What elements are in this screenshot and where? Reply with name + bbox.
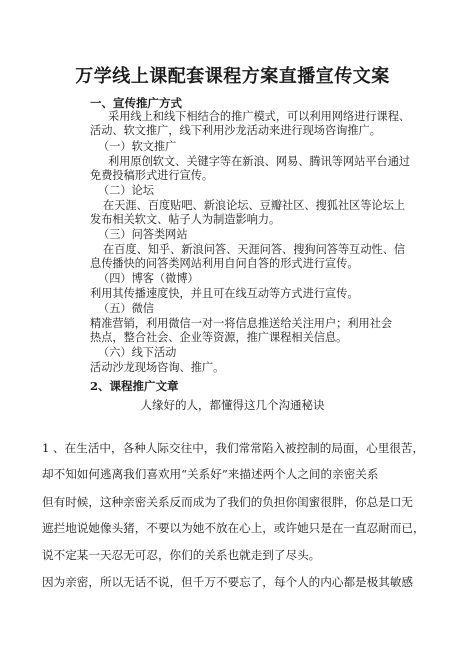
item-text-line: 在百度、知乎、新浪问答、天涯问答、搜狗问答等互动性、信 [103, 243, 406, 256]
article-line: 却不知如何逃离我们喜欢用“关系好”来描述两个人之间的亲密关系 [42, 467, 379, 481]
item-label-blog: （四）博客（微博） [98, 272, 199, 285]
item-text-line: 在天涯、百度贴吧、新浪论坛、豆瓣社区、搜狐社区等论坛上 [103, 199, 406, 212]
item-label-forum: （二）论坛 [98, 184, 154, 197]
section-2-heading: 2、课程推广文章 [90, 379, 179, 393]
article-line: 说不定某一天忍无可忍，你们的关系也就走到了尽头。 [42, 548, 321, 562]
item-text-line: 发布相关软文、帖子人为制造影响力。 [90, 213, 281, 226]
item-text-line: 利用原创软文、关键字等在新浪、网易、腾讯等网站平台通过 [108, 155, 411, 168]
item-text-line: 活动沙龙现场咨询、推广。 [90, 361, 225, 374]
article-line: 1 、在生活中，各种人际交往中，我们常常陷入被控制的局面，心里很苦， [42, 441, 425, 455]
article-line: 但有时候，这种亲密关系反而成为了我们的负担你闺蜜很胖，你总是口无 [42, 495, 414, 509]
item-text-line: 免费投稿形式进行宣传。 [90, 169, 214, 182]
section-1-intro-line: 活动、软文推广，线下利用沙龙活动来进行现场咨询推广。 [90, 124, 381, 137]
item-text-line: 精准营销，利用微信一对一将信息推送给关注用户；利用社会 [90, 317, 393, 330]
section-1-intro-line: 采用线上和线下相结合的推广模式，可以利用网络进行课程、 [108, 110, 411, 123]
item-text-line: 息传播快的问答类网站利用自问自答的形式进行宣传。 [90, 257, 359, 270]
item-label-wechat: （五）微信 [98, 302, 154, 315]
document-title: 万学线上课配套课程方案直播宣传文案 [75, 66, 390, 87]
article-line: 遮拦地说她像头猪，不要以为她不放在心上，或许她只是在一直忍耐而已， [42, 521, 425, 535]
item-label-soft-article: （一）软文推广 [98, 140, 177, 153]
article-line: 因为亲密，所以无话不说，但千万不要忘了，每个人的内心都是极其敏感 [42, 575, 414, 589]
item-label-offline: （六）线下活动 [98, 346, 177, 359]
item-text-line: 热点，整合社会、企业等资源，推广课程相关信息。 [90, 331, 348, 344]
section-1-heading: 一、宣传推广方式 [90, 96, 182, 110]
article-title: 人缘好的人，都懂得这几个沟通秘诀 [140, 398, 325, 412]
item-label-qa-sites: （三）问答类网站 [98, 228, 188, 241]
item-text-line: 利用其传播速度快，并且可在线互动等方式进行宣传。 [90, 287, 359, 300]
